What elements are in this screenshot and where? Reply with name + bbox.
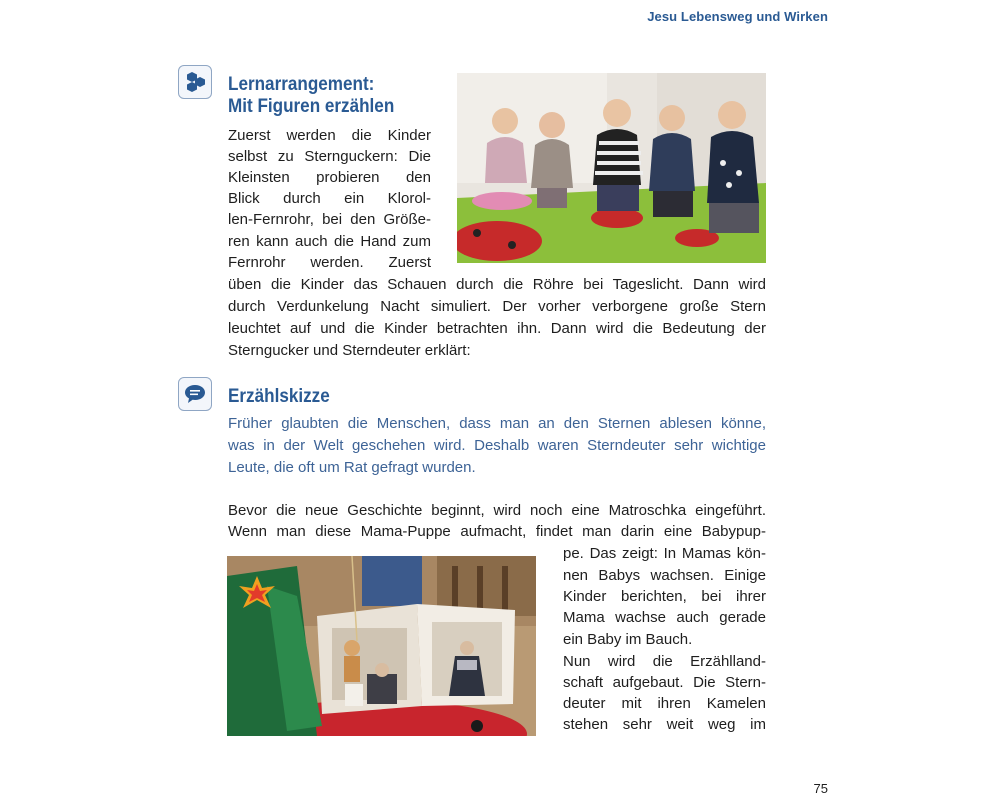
page-number: 75 <box>813 781 828 796</box>
section-heading-erzaehlskizze: Erzählskizze <box>228 386 330 407</box>
text-line: len-Fernrohr, bei den Größe- <box>228 211 431 228</box>
text-line: Leute, die oft um Rat gefragt wurden. <box>228 459 476 476</box>
text-line: üben die Kinder das Schauen durch die Röhre bei Tageslicht. Dann wird <box>228 276 766 293</box>
text-line: ren kann auch die Hand zum <box>228 233 431 250</box>
children-looking-through-hand-telescopes-photo <box>457 73 766 263</box>
text-line: deuter mit ihren Kamelen <box>563 695 766 712</box>
text-line: Sterngucker und Sterndeuter erklärt: <box>228 342 471 359</box>
text-line: schaft aufgebaut. Die Stern- <box>563 674 766 691</box>
heading-line-2: Mit Figuren erzählen <box>228 96 395 117</box>
text-line: was in der Welt geschehen wird. Deshalb waren Sterndeuter sehr wichtige <box>228 437 766 454</box>
text-line: Mama wachse auch gerade <box>563 609 766 626</box>
text-line: nen Babys wachsen. Einige <box>563 567 766 584</box>
text-line: Kinder berichten, bei ihrer <box>563 588 766 605</box>
heading-line-1: Lernarrangement: <box>228 74 375 95</box>
section-heading-lernarrangement <box>228 74 394 118</box>
text-line: Bevor die neue Geschichte beginnt, wird noch eine Matroschka eingeführt. <box>228 502 766 519</box>
text-line: Blick durch ein Klorol- <box>228 190 431 207</box>
text-line: Früher glaubten die Menschen, dass man an den Sternen ablesen könne, <box>228 415 766 432</box>
text-line: ein Baby im Bauch. <box>563 631 693 648</box>
text-line: Wenn man diese Mama-Puppe aufmacht, findet man darin eine Babypup- <box>228 523 766 540</box>
text-line: leuchtet auf und die Kinder betrachten ihn. Dann wird die Bedeutung der <box>228 320 766 337</box>
nativity-figures-in-boxes-photo <box>227 556 536 736</box>
text-line: Fernrohr werden. Zuerst <box>228 254 431 271</box>
speech-bubble-icon <box>178 377 212 411</box>
hexagon-cluster-icon <box>178 65 212 99</box>
text-line: Zuerst werden die Kinder <box>228 127 431 144</box>
text-line: pe. Das zeigt: In Mamas kön- <box>563 545 766 562</box>
text-line: selbst zu Sternguckern: Die <box>228 148 431 165</box>
text-line: stehen sehr weit weg im <box>563 716 766 733</box>
text-line: Nun wird die Erzählland- <box>563 653 766 670</box>
text-line: durch Verdunkelung Nacht simuliert. Der vorher verborgene große Stern <box>228 298 766 315</box>
running-header: Jesu Lebensweg und Wirken <box>647 9 828 24</box>
text-line: Kleinsten probieren den <box>228 169 431 186</box>
